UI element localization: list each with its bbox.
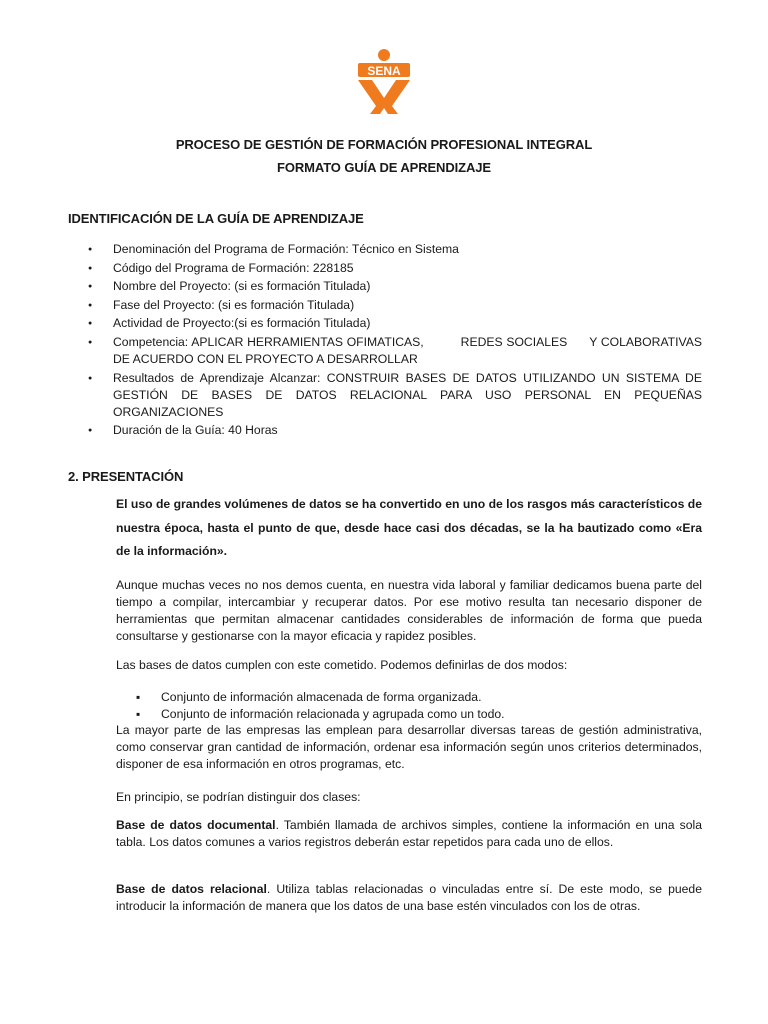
identificacion-heading: IDENTIFICACIÓN DE LA GUÍA DE APRENDIZAJE (68, 211, 364, 226)
relacional-text: . Utiliza tablas relacionadas o vinculadas entre sí. De este modo, se puede introducir la información de manera que los datos de una base estén vinculados con los de otras. (116, 882, 702, 913)
documental-term: Base de datos documental (116, 818, 276, 832)
paragraph: La mayor parte de las empresas las emplean para desarrollar diversas tareas de gestión administrativa, como conservar gran cantidad de información, ordenar esa información según unos criterios determinados, disponer de esa información en otros programas, etc. (116, 723, 702, 771)
list-item: ● Resultados de Aprendizaje Alcanzar: CONSTRUIR BASES DE DATOS UTILIZANDO UN SISTEMA DE GESTIÓN DE BASES DE DATOS RELACIONAL PARA USO PERSONAL EN PEQUEÑAS ORGANIZACIONES (88, 370, 702, 421)
modos-list (136, 689, 505, 723)
presentacion-lead: El uso de grandes volúmenes de datos se ha convertido en uno de los rasgos más característicos de nuestra época, hasta el punto de que, desde hace casi dos décadas, se la ha bautizado como «Era de la información». (116, 497, 702, 558)
documental-paragraph (116, 817, 702, 851)
paragraph: Aunque muchas veces no nos demos cuenta, en nuestra vida laboral y familiar dedicamos buena parte del tiempo a compilar, intercambiar y recuperar datos. Por ese motivo resulta tan necesario disponer de herramientas que permitan almacenar cantidades considerables de información de forma que pueda consultarse y gestionarse con la mayor eficacia y rapidez posibles. (116, 578, 702, 643)
sena-logo-icon (352, 48, 416, 114)
list-item: ● Actividad de Proyecto:(si es formación Titulada) (88, 315, 702, 332)
list-item: ● Duración de la Guía: 40 Horas (88, 422, 702, 439)
doc-title-line1: PROCESO DE GESTIÓN DE FORMACIÓN PROFESIONAL INTEGRAL (175, 137, 593, 152)
relacional-paragraph (116, 881, 702, 915)
list-item: ● Nombre del Proyecto: (si es formación Titulada) (88, 278, 702, 295)
sena-logo-text: SENA (367, 64, 401, 78)
doc-title-line2: FORMATO GUÍA DE APRENDIZAJE (277, 160, 491, 175)
paragraph: En principio, se podrían distinguir dos clases: (116, 790, 361, 804)
documental-text: . También llamada de archivos simples, contiene la información en una sola tabla. Los datos comunes a varios registros deberán estar repetidos para cada uno de ellos. (116, 818, 702, 849)
list-item: ● Denominación del Programa de Formación: Técnico en Sistema (88, 241, 702, 258)
list-item: ● Código del Programa de Formación: 228185 (88, 260, 702, 277)
list-item: ● Competencia: APLICAR HERRAMIENTAS OFIMATICAS, REDES SOCIALES Y COLABORATIVAS DE ACUERDO CON EL PROYECTO A DESARROLLAR (88, 334, 702, 368)
list-item: ▪ Conjunto de información relacionada y agrupada como un todo. (136, 706, 505, 723)
list-item: ● Fase del Proyecto: (si es formación Titulada) (88, 297, 702, 314)
identificacion-list (88, 241, 706, 441)
relacional-term: Base de datos relacional (116, 882, 267, 896)
sena-logo (352, 48, 416, 114)
list-item: ▪ Conjunto de información almacenada de forma organizada. (136, 689, 505, 706)
paragraph: Las bases de datos cumplen con este cometido. Podemos definirlas de dos modos: (116, 658, 568, 672)
presentacion-heading: 2. PRESENTACIÓN (68, 469, 184, 484)
